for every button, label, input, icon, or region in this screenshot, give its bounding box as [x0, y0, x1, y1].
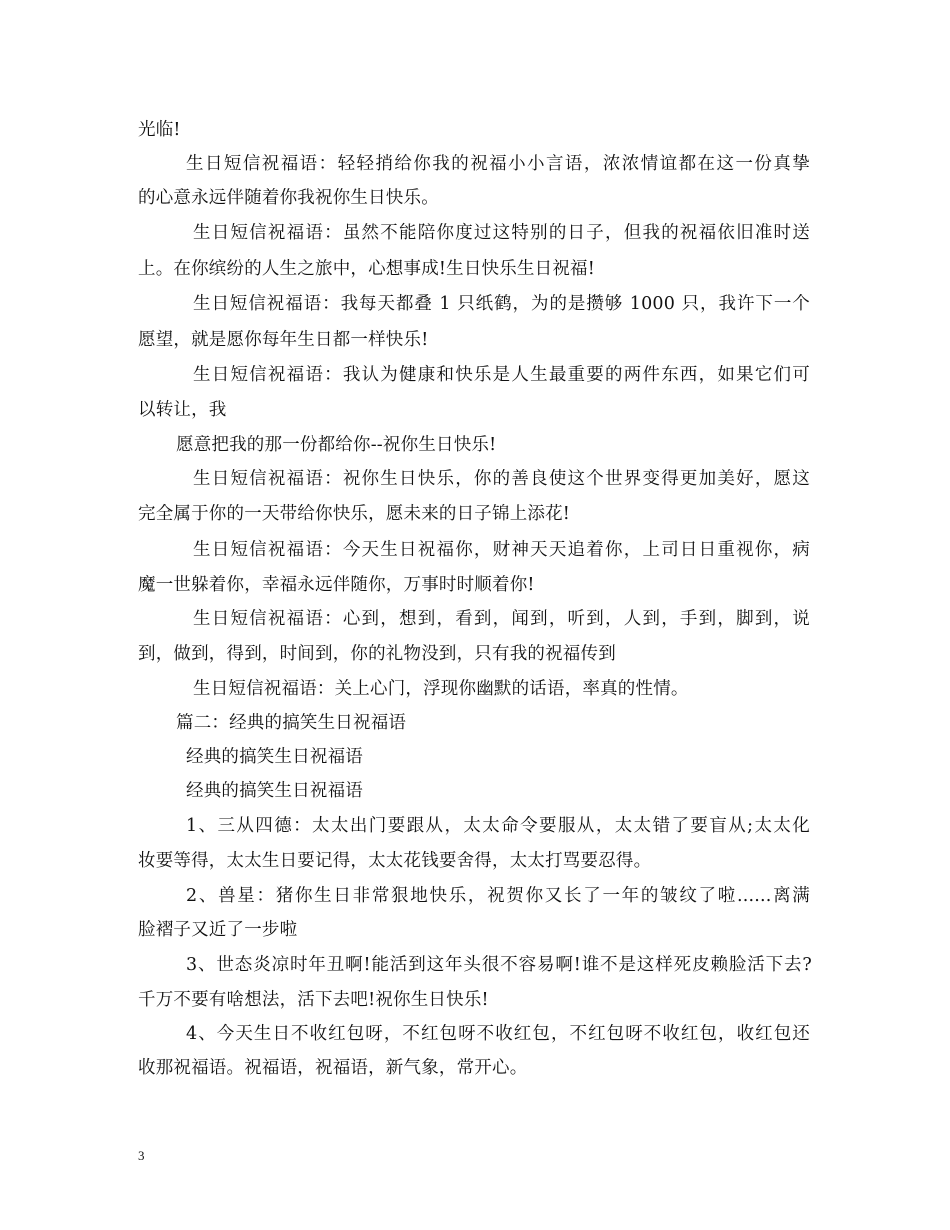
text-line: 上。在你缤纷的人生之旅中，心想事成!生日快乐生日祝福! [138, 259, 595, 279]
text-line: 的心意永远伴随着你我祝你生日快乐。 [138, 188, 439, 208]
section-title: 经典的搞笑生日祝福语 [186, 747, 363, 767]
text-line: 光临! [138, 120, 181, 140]
section-heading: 篇二：经典的搞笑生日祝福语 [176, 713, 407, 733]
text-line: 愿望，就是愿你每年生日都一样快乐! [138, 330, 429, 350]
page-number: 3 [138, 1148, 145, 1163]
text-line: 生日短信祝福语：今天生日祝福你，财神天天追着你，上司日日重视你，病 [193, 540, 810, 560]
text-line: 2、兽星：猪你生日非常狠地快乐，祝贺你又长了一年的皱纹了啦......离满 [186, 886, 810, 906]
section-title: 经典的搞笑生日祝福语 [186, 781, 363, 801]
text-line: 4、今天生日不收红包呀，不红包呀不收红包，不红包呀不收红包，收红包还 [186, 1024, 810, 1044]
text-line: 妆要等得，太太生日要记得，太太花钱要舍得，太太打骂要忍得。 [138, 851, 652, 871]
text-line: 千万不要有啥想法，活下去吧!祝你生日快乐! [138, 990, 489, 1010]
text-line: 生日短信祝福语：轻轻捎给你我的祝福小小言语，浓浓情谊都在这一份真挚 [186, 154, 810, 174]
text-line: 3、世态炎凉时年丑啊!能活到这年头很不容易啊!谁不是这样死皮赖脸活下去? [186, 955, 812, 975]
text-line: 生日短信祝福语：祝你生日快乐，你的善良使这个世界变得更加美好，愿这 [193, 469, 810, 489]
text-line: 收那祝福语。祝福语，祝福语，新气象，常开心。 [138, 1058, 528, 1078]
text-line: 生日短信祝福语：我每天都叠 1 只纸鹤，为的是攒够 1000 只，我许下一个 [193, 294, 810, 314]
text-line: 1、三从四德：太太出门要跟从，太太命令要服从，太太错了要盲从;太太化 [186, 816, 810, 836]
text-line: 以转让，我 [138, 400, 227, 420]
text-line: 生日短信祝福语：我认为健康和快乐是人生最重要的两件东西，如果它们可 [193, 365, 810, 385]
text-line: 生日短信祝福语：心到，想到，看到，闻到，听到，人到，手到，脚到，说 [193, 609, 810, 629]
text-line: 生日短信祝福语：关上心门，浮现你幽默的话语，率真的性情。 [193, 679, 689, 699]
text-line: 完全属于你的一天带给你快乐，愿未来的日子锦上添花! [138, 504, 571, 524]
text-line: 愿意把我的那一份都给你--祝你生日快乐! [176, 435, 497, 455]
text-line: 生日短信祝福语：虽然不能陪你度过这特别的日子，但我的祝福依旧准时送 [193, 223, 810, 243]
text-line: 脸褶子又近了一步啦 [138, 920, 298, 940]
text-line: 到，做到，得到，时间到，你的礼物没到，只有我的祝福传到 [138, 644, 616, 664]
text-line: 魔一世躲着你，幸福永远伴随你，万事时时顺着你! [138, 575, 535, 595]
